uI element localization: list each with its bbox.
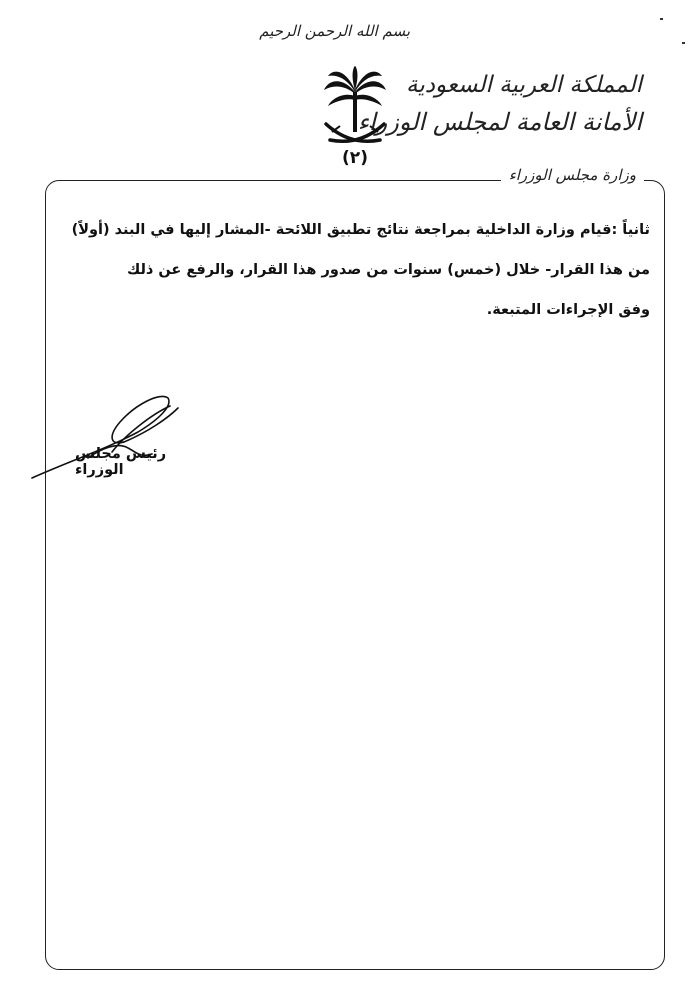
signer-title: رئيس مجلس الوزراء: [75, 446, 167, 478]
ministry-label: وزارة مجلس الوزراء: [501, 166, 644, 184]
body-text: [70, 210, 650, 330]
body-line: وفق الإجراءات المتبعة.: [486, 302, 650, 318]
basmala: بسم الله الرحمن الرحيم: [259, 22, 410, 40]
secretariat-heading: الأمانة العامة لمجلس الوزراء: [357, 108, 642, 136]
scan-speck: [660, 18, 663, 20]
scan-speck: [682, 42, 685, 44]
page-number: (٢): [342, 148, 368, 168]
body-line: ثانياً :قيام وزارة الداخلية بمراجعة نتائج تطبيق اللائحة -المشار إليها في البند (أولاً): [71, 222, 650, 238]
body-line: من هذا القرار- خلال (خمس) سنوات من صدور هذا القرار، والرفع عن ذلك: [126, 262, 650, 278]
kingdom-heading: المملكة العربية السعودية: [406, 72, 642, 98]
